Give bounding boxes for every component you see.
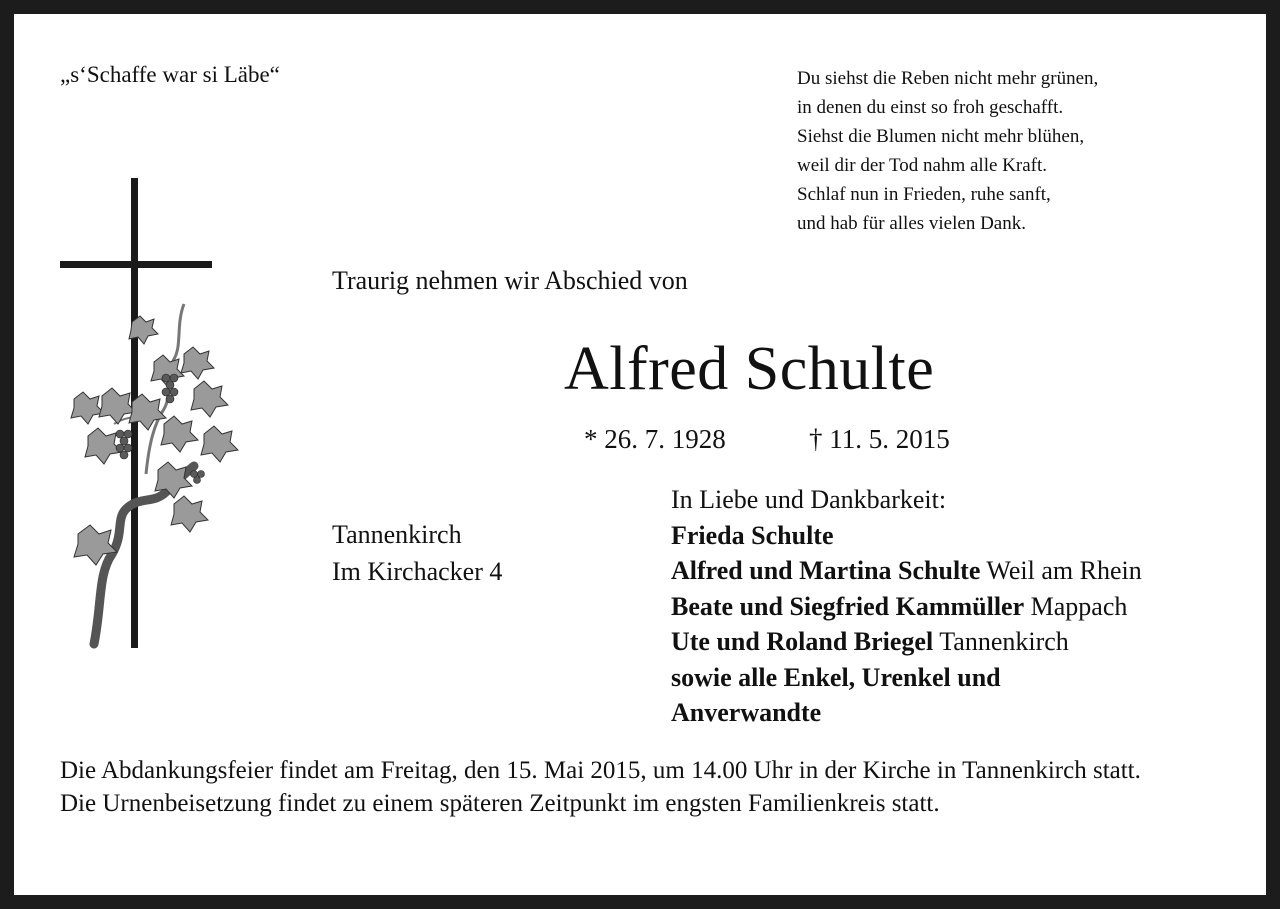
poem-line: in denen du einst so froh geschafft. [797, 97, 1064, 118]
family-closing-line: sowie alle Enkel, Urenkel und [671, 662, 1001, 692]
family-closing [671, 695, 1142, 731]
obituary-card [14, 14, 1266, 895]
cross-with-grapevine-icon [54, 174, 254, 674]
address [332, 516, 502, 590]
family-intro: In Liebe und Dankbarkeit: [671, 485, 947, 514]
member-name: Alfred und Martina Schulte [671, 556, 981, 585]
member-name: Frieda Schulte [671, 520, 834, 550]
poem-line: Schlaf nun in Frieden, ruhe sanft, [797, 184, 1051, 205]
motto: „s‘Schaffe war si Läbe“ [60, 62, 280, 87]
member-place: Mappach [1030, 591, 1128, 621]
member-place: Tannenkirch [939, 627, 1069, 656]
family-member [671, 589, 1142, 625]
ceremony-notice [60, 754, 1221, 820]
member-name: Beate und Siegfried Kammüller [671, 591, 1025, 621]
family-closing [671, 660, 1142, 696]
urn-text: Die Urnenbeisetzung findet zu einem späteren Zeitpunkt im engsten Familienkreis statt. [60, 790, 940, 817]
family-list [671, 482, 1142, 731]
family-member [671, 624, 1142, 660]
ceremony-text: Die Abdankungsfeier findet am Freitag, den 15. Mai 2015, um 14.00 Uhr in der Kirche in Tannenkirch statt. [60, 757, 1141, 784]
poem-line: Du siehst die Reben nicht mehr grünen, [797, 68, 1099, 89]
death-date: † 11. 5. 2015 [809, 424, 950, 454]
member-place: Weil am Rhein [986, 556, 1142, 585]
deceased-name: Alfred Schulte [564, 335, 935, 403]
family-member [671, 518, 1142, 554]
poem [797, 64, 1098, 238]
poem-line: Siehst die Blumen nicht mehr blühen, [797, 126, 1085, 147]
address-street: Im Kirchacker 4 [332, 557, 503, 586]
address-town: Tannenkirch [332, 520, 462, 549]
family-member [671, 553, 1142, 589]
poem-line: und hab für alles vielen Dank. [797, 213, 1026, 234]
birth-date: * 26. 7. 1928 [584, 424, 726, 454]
family-closing-line: Anverwandte [671, 698, 822, 727]
poem-line: weil dir der Tod nahm alle Kraft. [797, 155, 1047, 176]
member-name: Ute und Roland Briegel [671, 627, 934, 656]
intro-text: Traurig nehmen wir Abschied von [332, 266, 688, 295]
